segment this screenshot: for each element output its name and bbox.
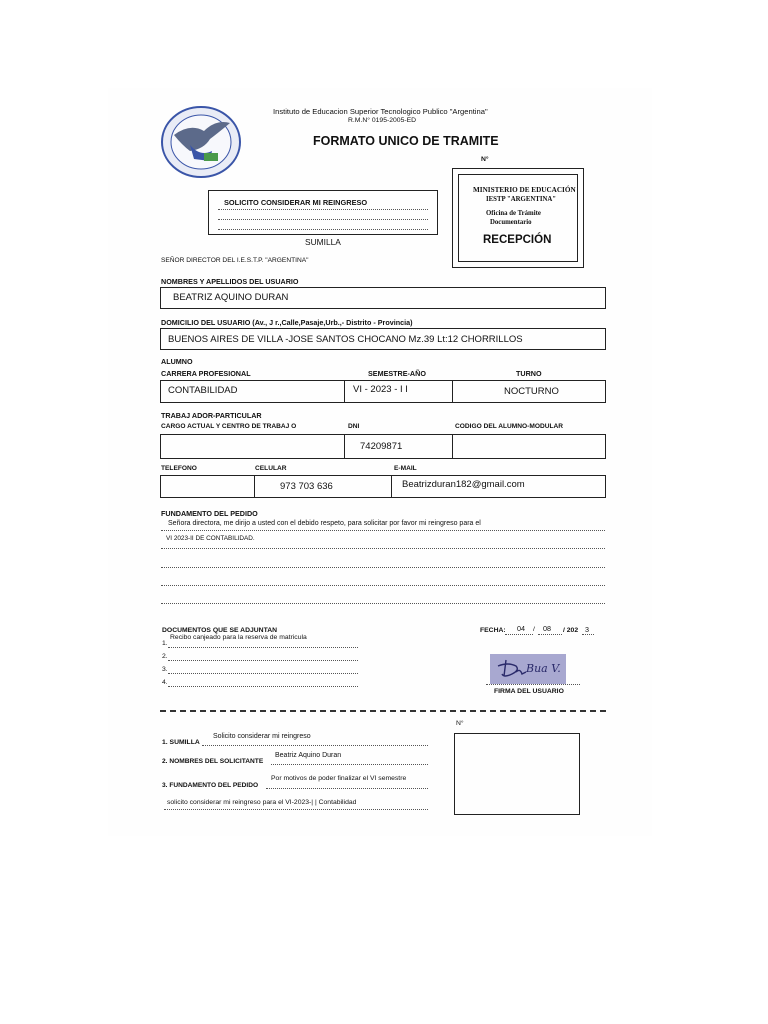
telefono-label: TELEFONO [161, 465, 197, 472]
receipt-solicitante-value: Beatriz Aquino Duran [275, 752, 342, 759]
turno-value: NOCTURNO [504, 386, 559, 397]
institute-rmn: R.M.N° 0195-2005-ED [348, 117, 417, 124]
institute-name: Instituto de Educacion Superior Tecnologico Publico "Argentina" [273, 107, 488, 116]
sumilla-caption: SUMILLA [305, 237, 341, 247]
form-page [108, 88, 652, 836]
alumno-divider-1 [344, 380, 345, 403]
receipt-sumilla-label: 1. SUMILLA [162, 739, 200, 746]
codigo-label: CODIGO DEL ALUMNO-MODULAR [455, 423, 564, 430]
fecha-label: FECHA: [480, 627, 506, 634]
name-value: BEATRIZ AQUINO DURAN [173, 292, 289, 303]
addressee: SEÑOR DIRECTOR DEL I.E.S.T.P. "ARGENTINA" [161, 257, 309, 264]
stamp-ministry: MINISTERIO DE EDUCACIÓN [473, 186, 576, 194]
sumilla-line-1 [218, 209, 428, 210]
fecha-sep: / [533, 626, 535, 633]
sumilla-line-3 [218, 229, 428, 230]
doc-item-num: 1. [162, 640, 168, 647]
doc-item-num: 3. [162, 666, 168, 673]
receipt-fundamento-line-1: Por motivos de poder finalizar el VI semestre [271, 775, 407, 782]
address-value: BUENOS AIRES DE VILLA -JOSE SANTOS CHOCANO Mz.39 Lt:12 CHORRILLOS [168, 334, 523, 345]
receipt-fundamento-rule-2 [164, 809, 428, 810]
sumilla-text: SOLICITO CONSIDERAR MI REINGRESO [224, 198, 368, 207]
trabajador-label: TRABAJ ADOR-PARTICULAR [161, 411, 262, 420]
contact-box [160, 475, 606, 498]
trabajador-divider-1 [344, 434, 345, 459]
doc-item-rule [168, 660, 358, 661]
stamp-office: Oficina de Trámite [486, 210, 541, 217]
fecha-month: 08 [543, 624, 551, 633]
firma-label: FIRMA DEL USUARIO [494, 688, 564, 695]
fundamento-rule-2 [161, 548, 605, 549]
cut-line [160, 710, 606, 712]
signature-image [490, 654, 566, 684]
documentos-label: DOCUMENTOS QUE SE ADJUNTAN [162, 627, 278, 634]
doc-item-num: 2. [162, 653, 168, 660]
receipt-fundamento-label: 3. FUNDAMENTO DEL PEDIDO [162, 782, 259, 789]
receipt-fundamento-line-2: solicito considerar mi reingreso para el VI-2023-| | Contabilidad [167, 799, 357, 806]
stamp-documentario: Documentario [490, 219, 532, 226]
page-title: FORMATO UNICO DE TRAMITE [313, 134, 499, 148]
alumno-divider-2 [452, 380, 453, 403]
stamp-iestp: IESTP "ARGENTINA" [486, 196, 557, 203]
semester-label: SEMESTRE-AÑO [368, 369, 426, 378]
receipt-fundamento-rule-1 [266, 788, 428, 789]
dni-value: 74209871 [360, 441, 403, 452]
fundamento-line-2: VI 2023-II DE CONTABILIDAD. [166, 535, 255, 542]
receipt-sumilla-value: Solicito considerar mi reingreso [213, 733, 311, 740]
fundamento-rule-5 [161, 603, 605, 604]
receipt-solicitante-rule [271, 764, 428, 765]
fecha-year-prefix: / 202 [563, 627, 579, 634]
fundamento-line-1: Señora directora, me dirijo a usted con el debido respeto, para solicitar por favor mi reingreso para el [168, 520, 481, 527]
header-number-label: N° [481, 156, 489, 163]
receipt-number-label: N° [456, 720, 464, 727]
doc-item-num: 4. [162, 679, 168, 686]
contact-divider-2 [391, 475, 392, 498]
career-label: CARRERA PROFESIONAL [161, 369, 251, 378]
stamp-reception: RECEPCIÓN [483, 234, 552, 246]
celular-value: 973 703 636 [280, 481, 333, 492]
signature-text: Bua V. [526, 662, 561, 675]
email-label: E-MAIL [394, 465, 417, 472]
fecha-day-rule [505, 634, 533, 635]
trabajador-divider-2 [452, 434, 453, 459]
fecha-month-rule [538, 634, 562, 635]
name-label: NOMBRES Y APELLIDOS DEL USUARIO [161, 277, 299, 286]
doc-item-rule [168, 686, 358, 687]
cargo-label: CARGO ACTUAL Y CENTRO DE TRABAJ O [161, 423, 297, 430]
email-value: Beatrizduran182@gmail.com [402, 479, 525, 490]
contact-divider-1 [254, 475, 255, 498]
doc-item-rule [168, 673, 358, 674]
fundamento-rule-3 [161, 567, 605, 568]
turno-label: TURNO [516, 369, 542, 378]
doc-item-text: Recibo canjeado para la reserva de matricula [170, 634, 307, 641]
address-label: DOMICILIO DEL USUARIO (Av., J r.,Calle,Pasaje,Urb.,- Distrito - Provincia) [161, 318, 413, 327]
receipt-solicitante-label: 2. NOMBRES DEL SOLICITANTE [162, 758, 264, 765]
alumno-label: ALUMNO [161, 357, 193, 366]
doc-item-rule [168, 647, 358, 648]
fundamento-rule-1 [161, 530, 605, 531]
receipt-box [454, 733, 580, 815]
celular-label: CELULAR [255, 465, 287, 472]
institute-logo [160, 105, 242, 179]
fecha-year-rule [582, 634, 594, 635]
dni-label: DNI [348, 423, 360, 430]
semester-value: VI - 2023 - I I [353, 384, 408, 395]
fecha-day: 04 [517, 624, 525, 633]
fundamento-rule-4 [161, 585, 605, 586]
signature-rule [486, 684, 580, 685]
fecha-year-suffix: 3 [585, 625, 589, 634]
fundamento-label: FUNDAMENTO DEL PEDIDO [161, 509, 258, 518]
sumilla-line-2 [218, 219, 428, 220]
receipt-sumilla-rule [202, 745, 428, 746]
career-value: CONTABILIDAD [168, 385, 238, 396]
